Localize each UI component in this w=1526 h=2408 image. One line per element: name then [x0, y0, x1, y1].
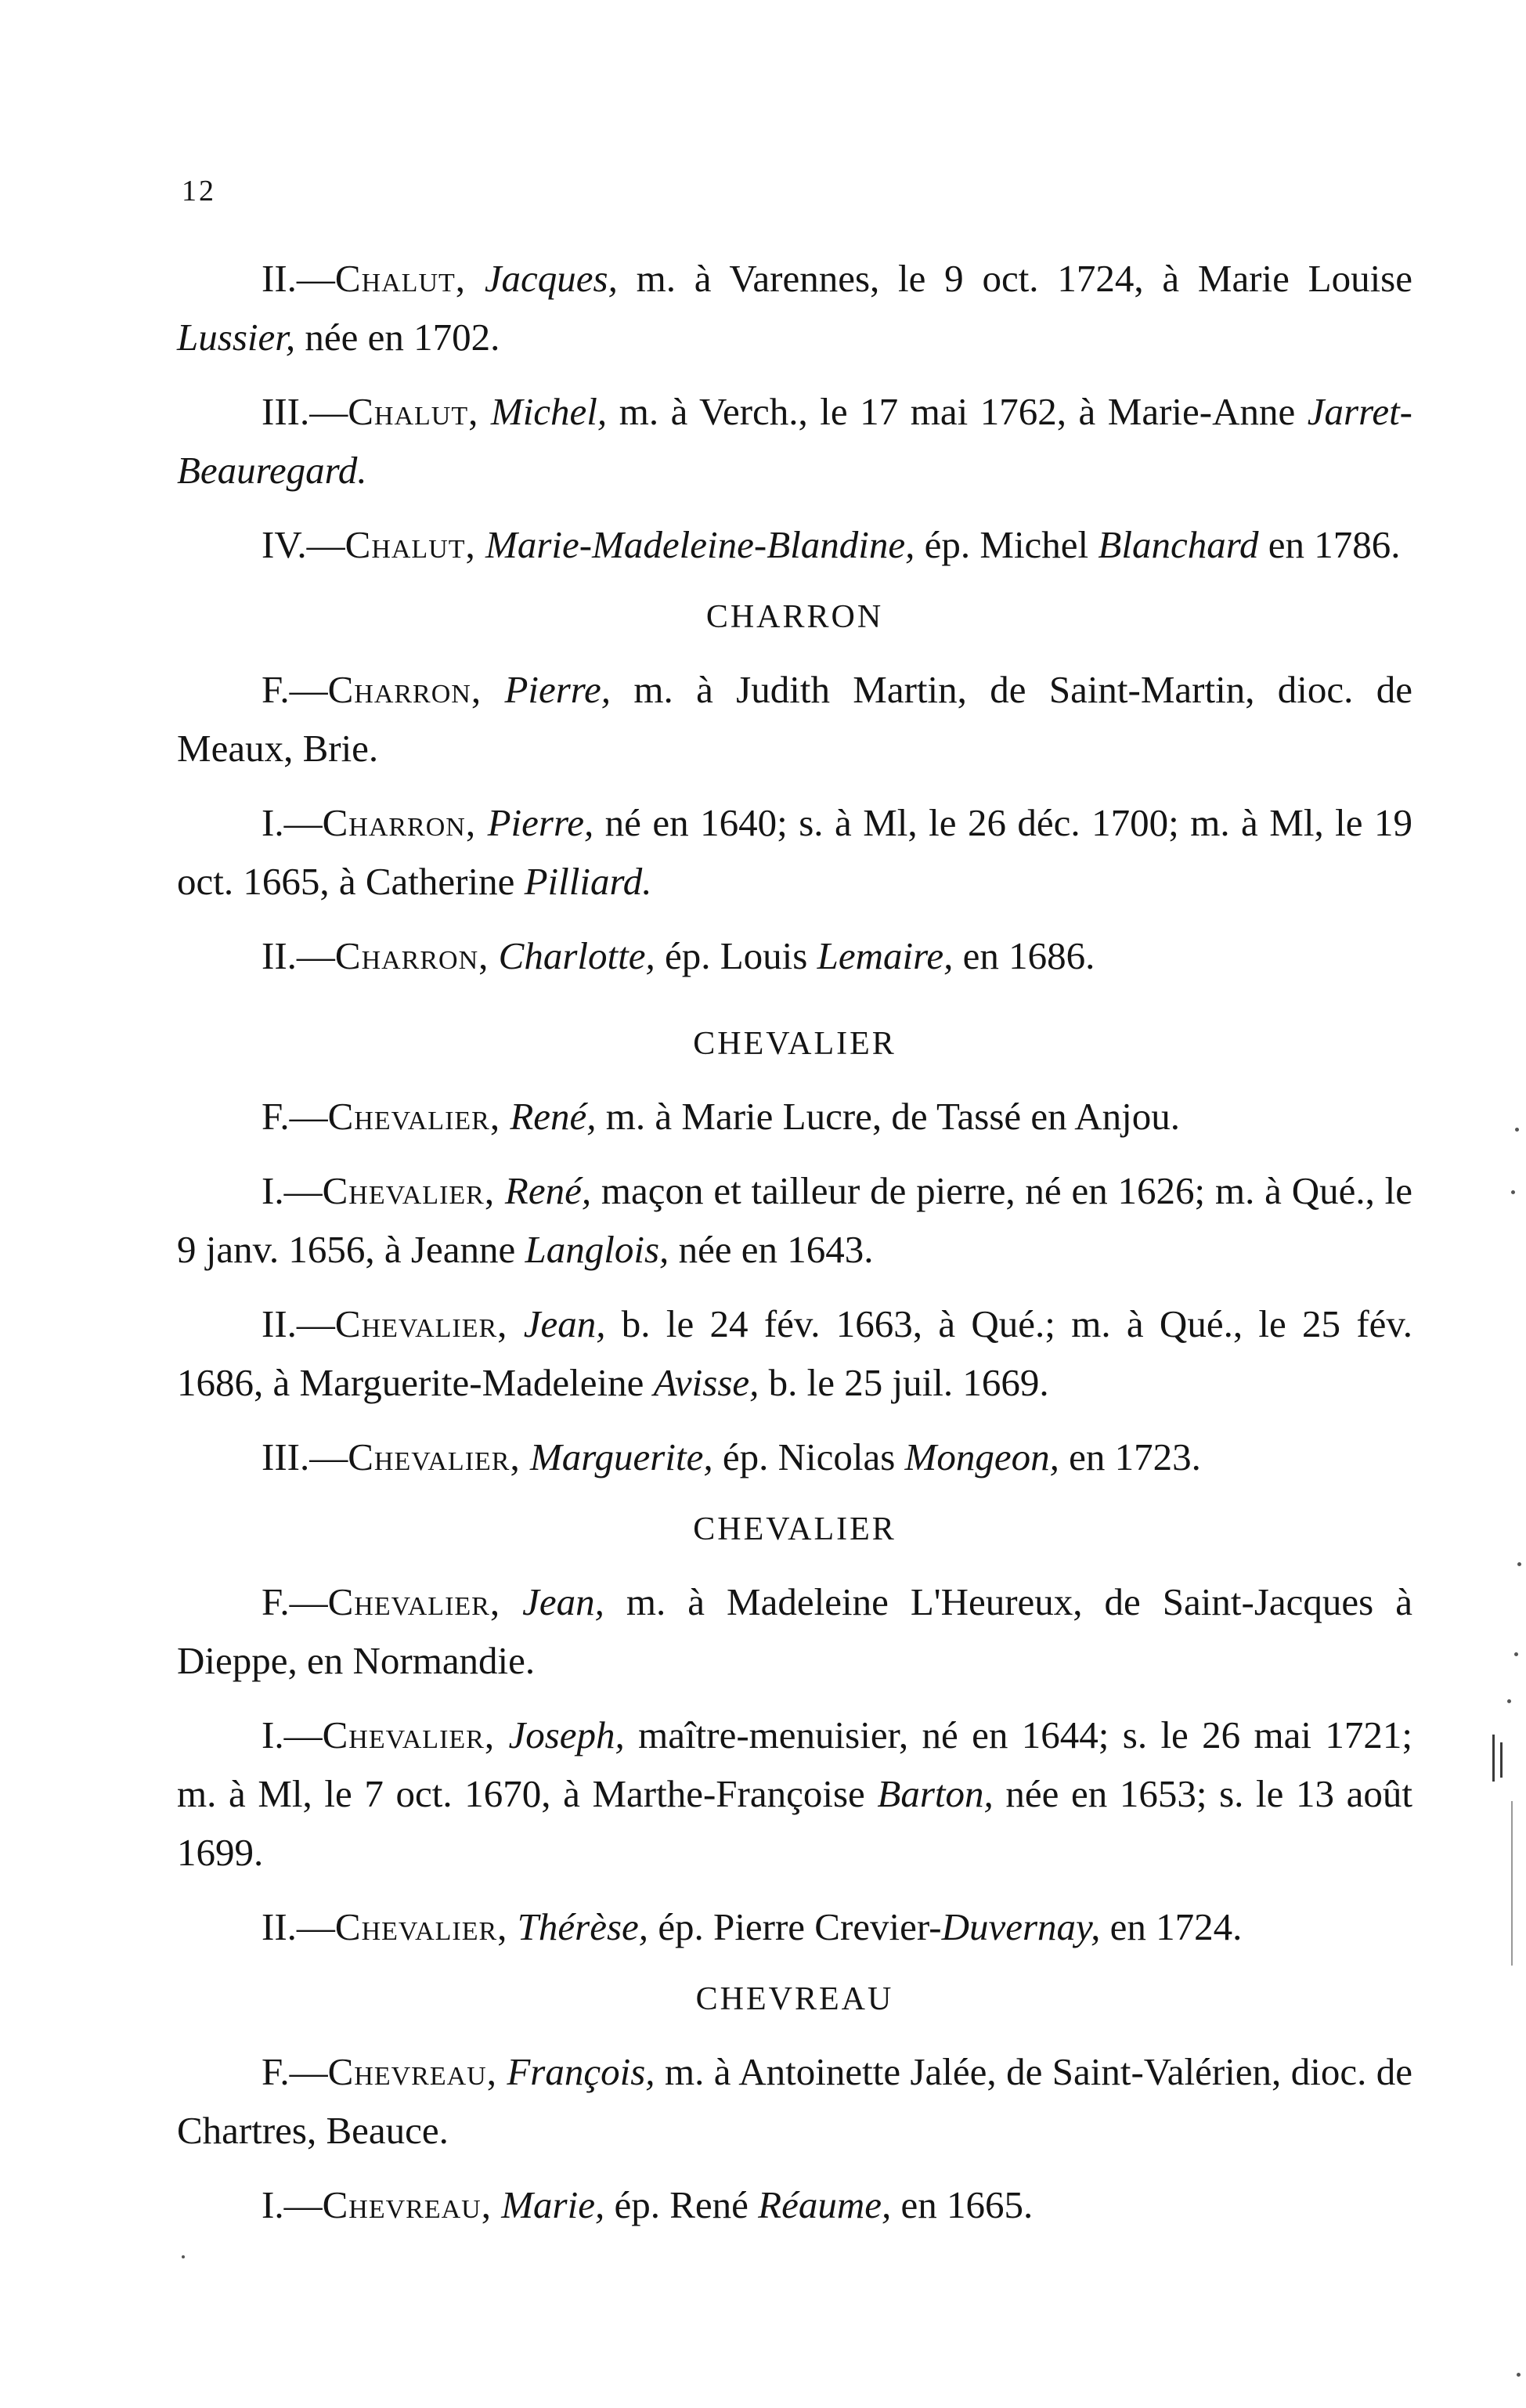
- scan-edge-mark: [1500, 1742, 1503, 1778]
- entry: II.—Chevalier, Thérèse, ép. Pierre Crevier-Duvernay, en 1724.: [262, 1905, 1243, 1948]
- entry: F.—Chevreau, François, m. à Antoinette Jalée, de Saint-Valérien, dioc. de Chartres, Beauce.: [177, 2050, 1412, 2152]
- entry: F.—Chevalier, René, m. à Marie Lucre, de Tassé en Anjou.: [262, 1095, 1180, 1138]
- entry: IV.—Chalut, Marie-Madeleine-Blandine, ép. Michel Blanchard en 1786.: [262, 523, 1401, 566]
- entry: III.—Chalut, Michel, m. à Verch., le 17 mai 1762, à Marie-Anne Jarret-Beauregard.: [177, 390, 1412, 492]
- section-chalut: [177, 249, 1412, 574]
- section-chevreau: [177, 1972, 1412, 2234]
- section-heading: CHARRON: [705, 599, 884, 635]
- scan-speck: [182, 2255, 185, 2258]
- scan-edge-mark: [1492, 1735, 1495, 1782]
- entry: I.—Chevalier, René, maçon et tailleur de pierre, né en 1626; m. à Qué., le 9 janv. 1656, à Jeanne Langlois, née en 1643.: [177, 1169, 1412, 1271]
- scan-speck: [1517, 1562, 1521, 1566]
- entry: II.—Chalut, Jacques, m. à Varennes, le 9 oct. 1724, à Marie Louise Lussier, née en 1702.: [177, 257, 1413, 359]
- genealogy-text: [177, 249, 1412, 2250]
- scan-speck: [1514, 1652, 1518, 1656]
- entry: F.—Charron, Pierre, m. à Judith Martin, de Saint-Martin, dioc. de Meaux, Brie.: [177, 668, 1413, 770]
- scan-speck: [1507, 1699, 1511, 1703]
- entry: II.—Chevalier, Jean, b. le 24 fév. 1663, à Qué.; m. à Qué., le 25 fév. 1686, à Marguerite-Madeleine Avisse, b. le 25 juil. 1669.: [177, 1302, 1412, 1404]
- section-chevalier-rene: [177, 1016, 1412, 1486]
- section-charron: [177, 590, 1412, 985]
- scan-speck: [1511, 1190, 1515, 1194]
- entry: III.—Chevalier, Marguerite, ép. Nicolas Mongeon, en 1723.: [262, 1435, 1201, 1478]
- section-heading: CHEVALIER: [693, 1026, 896, 1062]
- scan-edge-mark: [1511, 1801, 1513, 1966]
- entry: I.—Charron, Pierre, né en 1640; s. à Ml, le 26 déc. 1700; m. à Ml, le 19 oct. 1665, à Catherine Pilliard.: [177, 801, 1413, 903]
- entry: F.—Chevalier, Jean, m. à Madeleine L'Heureux, de Saint-Jacques à Dieppe, en Normandie.: [177, 1580, 1412, 1682]
- scan-speck: [1515, 1128, 1519, 1132]
- section-chevalier-jean: [177, 1502, 1412, 1956]
- entry: II.—Charron, Charlotte, ép. Louis Lemaire, en 1686.: [262, 934, 1095, 977]
- page-number: 12: [182, 175, 216, 208]
- entry: I.—Chevreau, Marie, ép. René Réaume, en 1665.: [262, 2183, 1034, 2226]
- scan-speck: [1517, 2373, 1521, 2377]
- entry: I.—Chevalier, Joseph, maître-menuisier, né en 1644; s. le 26 mai 1721; m. à Ml, le 7 oct. 1670, à Marthe-Françoise Barton, née en 1653; s. le 13 août 1699.: [177, 1713, 1412, 1874]
- section-heading: CHEVREAU: [695, 1981, 894, 2017]
- section-heading: CHEVALIER: [693, 1511, 896, 1547]
